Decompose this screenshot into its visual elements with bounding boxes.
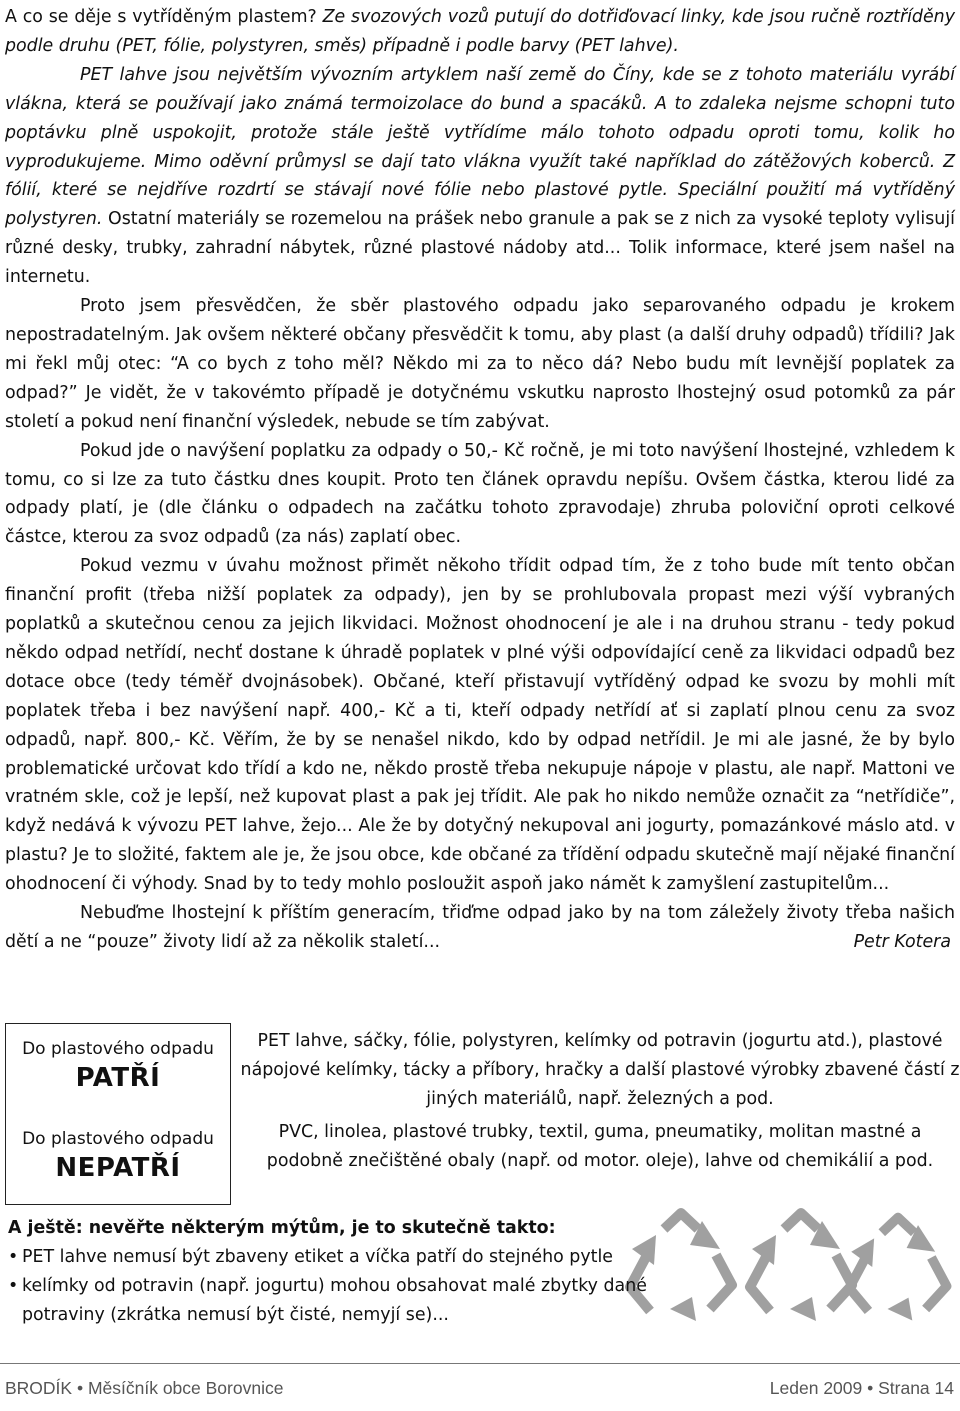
paragraph-2 <box>5 61 955 292</box>
list-item-text: kelímky od potravin (např. jogurtu) mohou obsahovat malé zbytky dané potraviny (zkrátka nemusí být čisté, nemyjí se)... <box>22 1276 647 1325</box>
myths-section <box>8 1214 708 1330</box>
bullet-icon: • <box>8 1247 19 1267</box>
belongs-block <box>6 1038 230 1096</box>
plastic-waste-box <box>5 1023 231 1205</box>
paragraph-3: Proto jsem přesvědčen, že sběr plastového odpadu jako separovaného odpadu je krokem nepostradatelným. Jak ovšem některé občany přesvědčit k tomu, aby plast (a další druhy odpadů) třídili? Jak mi řekl můj otec: “A co bych z toho měl? Někdo mi za to něco dá? Nebo budu mít levnější poplatek za odpad?” Je vidět, že v takovémto případě je dotyčnému vskutku naprosto lhostejný osud potomků za pár století a pokud není finanční výsledek, nebude se tím zabývat. <box>5 296 955 432</box>
paragraph-4: Pokud jde o navýšení poplatku za odpady o 50,- Kč ročně, je mi toto navýšení lhostejné, vzhledem k tomu, co si lze za tuto částku dnes koupit. Proto ten článek opravdu nepíšu. Ovšem částka, kterou lidé za odpady platí, je (dle článku o odpadech na začátku tohoto zpravodaje) zhruba poloviční oproti celkové částce, kterou za svoz odpadů (za nás) zaplatí obec. <box>5 440 955 548</box>
bullet-icon: • <box>8 1276 19 1296</box>
paragraph-2-italic: PET lahve jsou největším vývozním artyklem naší země do Číny, kde se z tohoto materiálu vyrábí vlákna, která se používají jako známá termoizolace do bund a spacáků. A to zdaleka nejsme schopni tuto poptávku plně uspokojit, protože stále ještě vytřídíme málo tohoto odpadu oproti tomu, kolik ho vyprodukujeme. Mimo oděvní průmysl se dají tato vlákna využít také například do zátěžových koberců. Z fólií, které se nejdříve rozdrtí se stávají nové fólie nebo plastové pytle. Speciální použití má vytříděný polystyren. <box>5 64 955 230</box>
footer-publication: BRODÍK • Měsíčník obce Borovnice <box>5 1378 284 1398</box>
not-belongs-block <box>6 1128 230 1186</box>
paragraph-6 <box>5 899 955 957</box>
list-item-text: PET lahve nemusí být zbaveny etiket a víčka patří do stejného pytle <box>22 1247 613 1267</box>
belongs-list: PET lahve, sáčky, fólie, polystyren, kelímky od potravin (jogurtu atd.), plastové nápojové kelímky, tácky a příbory, hračky a další plastové výrobky zbavené částí z jiných materiálů, např. železných a pod. <box>240 1031 960 1109</box>
recycle-icon <box>836 1208 960 1328</box>
footer-issue-page: Leden 2009 • Strana 14 <box>769 1378 954 1398</box>
paragraph-5: Pokud vezmu v úvahu možnost přimět někoho třídit odpad tím, že z toho bude mít tento občan finanční profit (třeba nižší poplatek za odpady), jen by se prohlubovala propast mezi výší vybraných poplatků a skutečnou cenou za jejich likvidaci. Možnost ohodnocení je ale i na druhou stranu - tedy pokud někdo odpad netřídí, nechť dostane k úhradě poplatek v plné výši odpovídající ceně za likvidaci odpadů bez dotace obce (tedy téměř dvojnásobek). Občané, kteří přistavují vytříděný odpad ke svozu by mohli mít poplatek třeba i bez navýšení např. 400,- Kč a ti, kteří odpady netřídí ať si zaplatí plnou cenu za svoz odpadů, např. 800,- Kč. Věřím, že by se nenašel nikdo, kdo by odpad netřídil. Je mi ale jasné, že by bylo problematické určovat kdo třídí a kdo ne, někdo prostě třeba nekupuje nápoje v plastu, ale např. Mattoni ve vratném skle, což je lepší, než kupovat plast a pak jej třídit. Ale pak ho nikdo nemůže označit za “netřídiče”, když nedává k vývozu PET lahve, žejo... Ale že by dotyčný nekupoval ani jogurty, pomazánkové máslo atd. v plastu? Je to složité, faktem ale je, že jsou obce, kde občané za třídění odpadu skutečně mají nějaké finanční ohodnocení či výhody. Snad by to tedy mohlo posloužit aspoň jako námět k zamyšlení zastupitelům... <box>5 556 955 895</box>
article-body <box>5 3 955 957</box>
myths-heading: A ještě: nevěřte některým mýtům, je to skutečně takto: <box>8 1218 556 1238</box>
paragraph-1 <box>5 3 955 61</box>
not-belongs-heading: NEPATŘÍ <box>55 1153 181 1183</box>
belongs-heading: PATŘÍ <box>75 1063 161 1093</box>
belongs-label: Do plastového odpadu <box>22 1039 214 1059</box>
not-belongs-label: Do plastového odpadu <box>22 1129 214 1149</box>
not-belongs-list: PVC, linolea, plastové trubky, textil, guma, pneumatiky, molitan mastné a podobně znečištěné obaly (např. od motor. oleje), lahve od chemikálií a pod. <box>266 1122 934 1171</box>
list-item <box>8 1272 708 1330</box>
paragraph-2-normal: Ostatní materiály se rozemelou na prášek nebo granule a pak se z nich za vysoké teploty vylisují různé desky, trubky, zahradní nábytek, různé plastové nádoby atd... Tolik informace, které jsem našel na internetu. <box>5 209 955 288</box>
author-signature: Petr Kotera <box>853 932 951 952</box>
page-footer <box>0 1363 960 1411</box>
paragraph-6-text: Nebuďme lhostejní k příštím generacím, třiďme odpad jako by na tom záležely životy třeba našich dětí a ne “pouze” životy lidí až za několik staletí... <box>5 903 955 952</box>
list-item <box>8 1243 708 1272</box>
paragraph-1-normal: A co se děje s vytříděným plastem? <box>5 7 323 27</box>
paragraph-1-italic: Ze svozových vozů putují do dotřiďovací linky, kde jsou ručně roztříděny podle druhu (PET, fólie, polystyren, směs) případně i podle barvy (PET lahve). <box>5 7 955 56</box>
